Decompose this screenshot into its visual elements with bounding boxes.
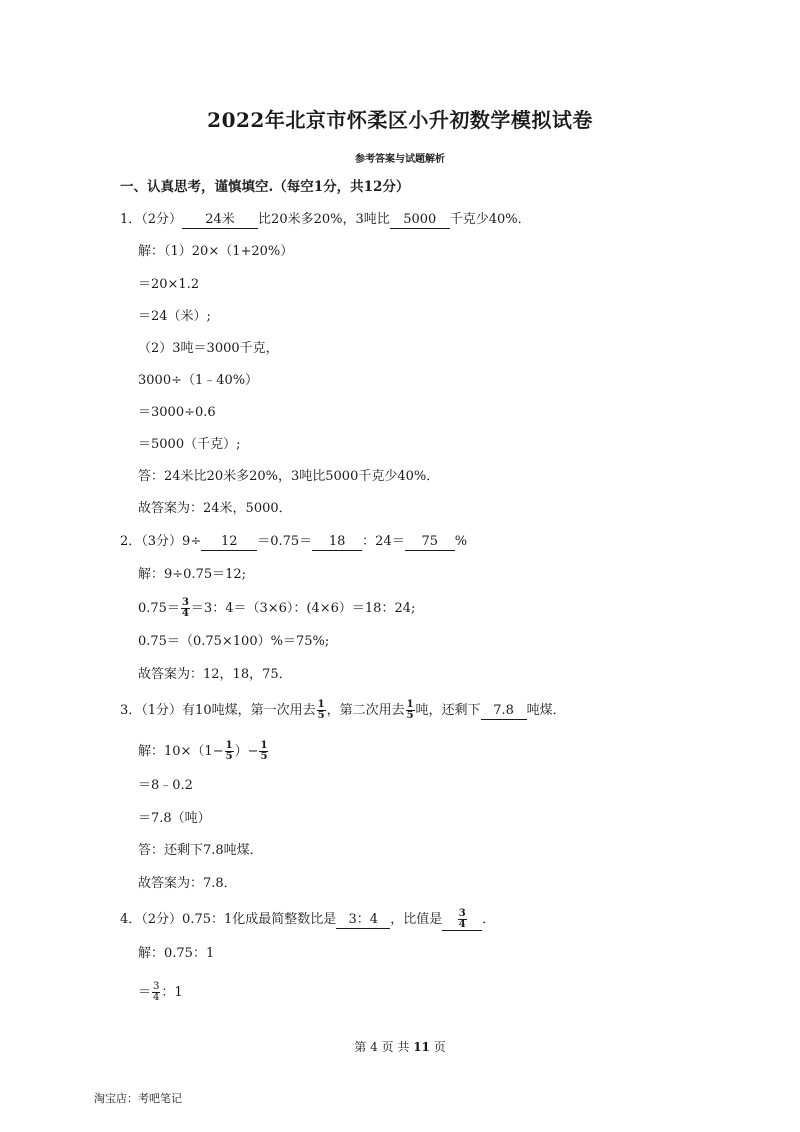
q1-solution-line: ＝5000（千克）; [138, 437, 241, 452]
fraction-one-fifth [406, 700, 415, 721]
q1-solution-line: （2）3吨＝3000千克， [138, 341, 279, 356]
q2-solution-line: 0.75＝（0.75×100）%＝75%; [138, 634, 330, 649]
fraction-three-quarters [458, 909, 467, 930]
q3-sol-start: 解：10×（1− [138, 744, 224, 759]
q3-sol-mid: ）− [234, 744, 259, 759]
q1-solution-line: ＝20×1.2 [138, 277, 200, 292]
question-3 [120, 700, 566, 721]
q3-answer-statement: 答：还剩下7.8吨煤． [138, 843, 263, 858]
q1-answer-blank-1: 24米 [182, 212, 258, 229]
q3-answer-blank: 7.8 [481, 703, 527, 720]
fraction-three-quarters [152, 982, 160, 1003]
q3-final-answer: 故答案为：7.8． [138, 876, 237, 891]
q1-solution-line: ＝24（米）; [138, 309, 211, 324]
q2-line2-end: ＝3：4＝（3×6）：(4×6）＝18：24; [190, 601, 416, 616]
q2-solution-line: 解：9÷0.75＝12; [138, 567, 247, 582]
q2-suffix: % [454, 534, 468, 549]
q3-mid-2: 吨，还剩下 [415, 703, 481, 718]
q1-suffix: 千克少40%． [449, 212, 531, 227]
current-page: 4 [370, 1040, 378, 1054]
fraction-numerator: 3 [181, 597, 189, 608]
q2-line2-start: 0.75＝ [138, 601, 180, 616]
q3-mid: ，第二次用去 [326, 703, 405, 718]
q2-mid-2: ：24＝ [362, 534, 405, 549]
q2-answer-blank-3: 75 [405, 534, 455, 551]
q4-answer-blank-2 [442, 909, 482, 931]
fraction-one-fifth [317, 700, 326, 721]
q4-solution-line [138, 982, 183, 1003]
q4-line2-start: ＝ [138, 985, 152, 1000]
page-number [0, 1038, 800, 1055]
q2-mid-1: ＝0.75＝ [257, 534, 313, 549]
fraction-denominator: 5 [260, 751, 268, 762]
total-pages: 11 [413, 1040, 430, 1054]
q1-solution-line: ＝3000÷0.6 [138, 405, 216, 420]
fraction-numerator: 1 [317, 699, 325, 710]
q2-solution-line [138, 598, 415, 619]
fraction-numerator: 1 [260, 740, 268, 751]
fraction-denominator: 5 [406, 710, 414, 721]
page-number-suffix: 页 [433, 1040, 446, 1054]
q1-final-answer: 故答案为：24米，5000． [138, 501, 292, 516]
fraction-three-quarters [181, 598, 190, 619]
document-subtitle: 参考答案与试题解析 [355, 154, 445, 165]
q1-solution-line: 解：（1）20×（1+20%） [138, 244, 294, 259]
q4-solution-line: 解：0.75：1 [138, 946, 215, 961]
shop-label: 淘宝店：考吧笔记 [94, 1092, 182, 1105]
q3-solution-line [138, 741, 269, 762]
fraction-numerator: 1 [406, 699, 414, 710]
q2-final-answer: 故答案为：12，18，75． [138, 667, 292, 682]
q1-prefix: 1．（2分） [120, 212, 183, 227]
fraction-numerator: 3 [153, 981, 160, 992]
fraction-denominator: 4 [458, 919, 466, 930]
q1-solution-line: 3000÷（1﹣40%） [138, 373, 259, 388]
q4-mid: ，比值是 [390, 912, 443, 927]
document-title: 2022年北京市怀柔区小升初数学模拟试卷 [207, 108, 593, 132]
q1-answer-blank-2: 5000 [390, 212, 450, 229]
q2-answer-blank-1: 12 [201, 534, 257, 551]
q2-answer-blank-2: 18 [312, 534, 362, 551]
question-1 [120, 210, 531, 230]
fraction-numerator: 1 [225, 740, 233, 751]
q4-prefix: 4．（2分）0.75：1化成最简整数比是 [120, 912, 337, 927]
fraction-one-fifth [225, 741, 234, 762]
q2-prefix: 2．（3分）9÷ [120, 534, 202, 549]
page-number-mid: 页 共 [381, 1040, 410, 1054]
question-2 [120, 532, 467, 552]
q3-solution-line: ＝7.8（吨） [138, 811, 211, 826]
q3-solution-line: ＝8﹣0.2 [138, 778, 193, 793]
section-heading: 一、认真思考，谨慎填空.（每空1分，共12分） [120, 179, 410, 195]
fraction-denominator: 4 [153, 992, 160, 1003]
q1-answer-statement: 答：24米比20米多20%，3吨比5000千克少40%． [138, 469, 440, 484]
fraction-denominator: 5 [317, 710, 325, 721]
fraction-denominator: 4 [181, 608, 189, 619]
q4-answer-blank-1: 3：4 [336, 912, 390, 929]
page-number-prefix: 第 [354, 1040, 367, 1054]
question-4 [120, 909, 495, 931]
fraction-denominator: 5 [225, 751, 233, 762]
fraction-numerator: 3 [458, 908, 466, 919]
q3-prefix: 3．（1分）有10吨煤，第一次用去 [120, 703, 316, 718]
q4-suffix: ． [482, 912, 496, 927]
q4-line2-end: ：1 [161, 985, 183, 1000]
q3-suffix: 吨煤． [526, 703, 566, 718]
fraction-one-fifth [259, 741, 268, 762]
q1-mid: 比20米多20%，3吨比 [258, 212, 390, 227]
